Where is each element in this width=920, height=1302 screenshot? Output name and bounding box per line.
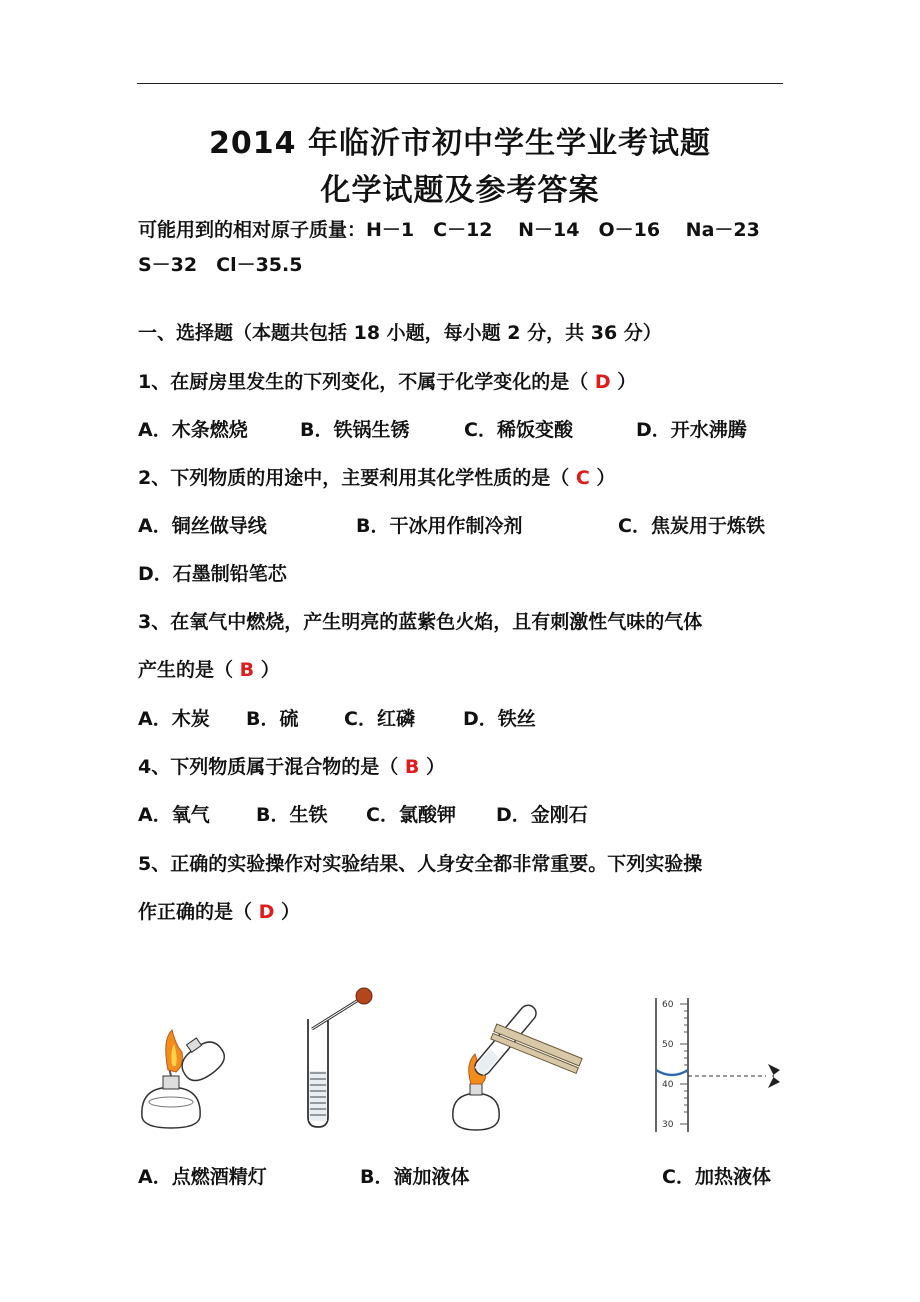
cylinder-tick-40: 40 [662, 1080, 674, 1090]
graduated-cylinder-reading-illustration [648, 994, 788, 1134]
q2-option-c: C．焦炭用于炼铁 [618, 515, 765, 537]
q1-option-c: C．稀饭变酸 [464, 419, 573, 441]
q4-option-a: A．氧气 [138, 804, 210, 826]
q1-option-b: B．铁锅生锈 [300, 419, 410, 441]
cylinder-tick-60: 60 [662, 1000, 674, 1010]
q5-option-b: B．滴加液体 [360, 1166, 470, 1188]
atomic-masses-line2: S－32 Cl－35.5 [138, 254, 303, 276]
answer-5: D [258, 901, 275, 923]
exam-title: 2014 年临沂市初中学生学业考试题 [209, 126, 711, 161]
question-5-stem: 5、正确的实验操作对实验结果、人身安全都非常重要。下列实验操 [138, 853, 703, 875]
question-4-stem: 4、下列物质属于混合物的是（ B ） [138, 756, 445, 778]
cylinder-tick-50: 50 [662, 1040, 674, 1050]
q4-option-d: D．金刚石 [496, 804, 588, 826]
q3-option-c: C．红磷 [344, 708, 415, 730]
q2-option-a: A．铜丝做导线 [138, 515, 267, 537]
question-2-stem: 2、下列物质的用途中，主要利用其化学性质的是（ C ） [138, 467, 616, 489]
q2-option-b: B．干冰用作制冷剂 [356, 515, 523, 537]
question-3-stem: 3、在氧气中燃烧，产生明亮的蓝紫色火焰，且有刺激性气味的气体 [138, 611, 703, 633]
answer-1: D [594, 371, 611, 393]
answer-2: C [575, 467, 590, 489]
q5-option-c: C．加热液体 [662, 1166, 771, 1188]
q3-option-a: A．木炭 [138, 708, 210, 730]
q4-option-b: B．生铁 [256, 804, 328, 826]
q3-option-d: D．铁丝 [463, 708, 536, 730]
q1-option-a: A．木条燃烧 [138, 419, 248, 441]
header-rule [137, 83, 783, 84]
exam-subtitle: 化学试题及参考答案 [320, 173, 600, 208]
q1-option-d: D．开水沸腾 [636, 419, 747, 441]
q3-option-b: B．硫 [246, 708, 299, 730]
question-1-stem: 1、在厨房里发生的下列变化，不属于化学变化的是（ D ） [138, 371, 637, 393]
q4-option-c: C．氯酸钾 [366, 804, 456, 826]
question-3-stem-cont: 产生的是（ B ） [138, 659, 280, 681]
answer-4: B [404, 756, 420, 778]
question-5-stem-cont: 作正确的是（ D ） [138, 901, 301, 923]
section-heading: 一、选择题（本题共包括 18 小题，每小题 2 分，共 36 分） [138, 322, 662, 344]
q2-option-d: D．石墨制铅笔芯 [138, 563, 287, 585]
answer-3: B [239, 659, 255, 681]
dropper-test-tube-illustration [300, 985, 390, 1135]
cylinder-tick-30: 30 [662, 1120, 674, 1130]
heating-test-tube-illustration [445, 998, 585, 1138]
q5-option-a: A．点燃酒精灯 [138, 1166, 267, 1188]
alcohol-lamp-lighting-illustration [132, 1022, 232, 1132]
atomic-masses-line1: 可能用到的相对原子质量：H－1 C－12 N－14 O－16 Na－23 [138, 219, 760, 241]
